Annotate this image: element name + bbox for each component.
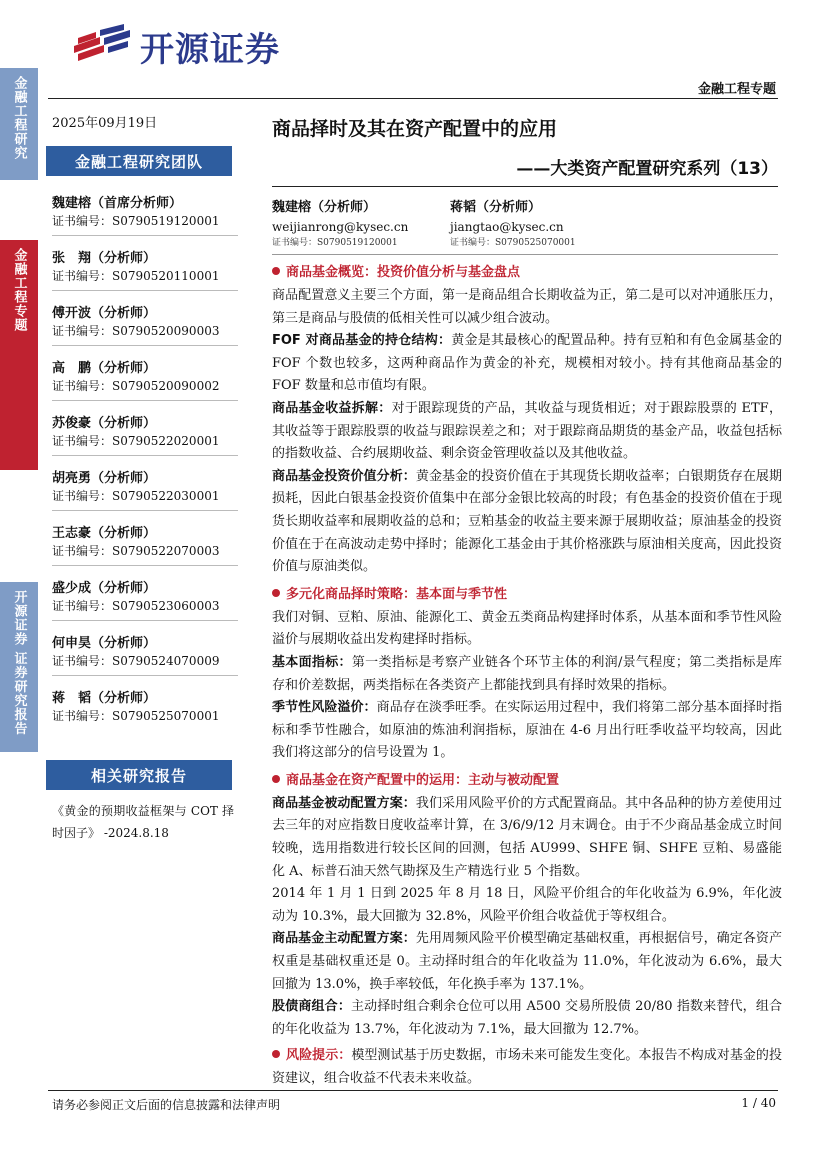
report-title: 商品择时及其在资产配置中的应用 [272,118,558,140]
paragraph: 季节性风险溢价：商品存在淡季旺季。在实际运用过程中，我们将第二部分基本面择时指标和季节性融合，如原油的炼油利润指标，原油在 4-6 月出行旺季收益平均较高，因此我们将这部分的信号设置为 1。 [272,700,782,761]
report-subtitle: ——大类资产配置研究系列（13） [516,159,778,179]
page-number: 1 / 40 [741,1096,776,1110]
authors-divider [272,186,778,187]
company-logo [74,20,280,72]
analyst-item: 蒋 韬（分析师） 证书编号：S0790525070001 [52,691,220,723]
paragraph: 我们对铜、豆粕、原油、能源化工、黄金五类商品构建择时体系，从基本面和季节性风险溢价与展期收益出发构建择时指标。 [272,609,782,648]
report-date: 2025年09月19日 [52,116,158,131]
paragraph: 商品基金被动配置方案：我们采用风险平价的方式配置商品。其中各品种的协方差使用过去三年的对应指数日度收益率计算，在 3/6/9/12 月末调仓。由于不少商品基金成立时间较晚，选用指数进行较长区间的回测，包括 AU999、SHFE 铜、SHFE 豆粕、易盛能化 A、标普石油天然气勘探及生产精选行业 5 个指数。 [272,795,782,879]
analyst-item: 张 翔（分析师） 证书编号：S0790520110001 [52,249,238,304]
footer-disclaimer: 请务必参阅正文后面的信息披露和法律声明 [52,1098,281,1112]
paragraph: 基本面指标：第一类指标是考察产业链各个环节主体的利润/景气程度；第二类指标是库存和价差数据，两类指标在各类资产上都能找到具有择时效果的指标。 [272,654,782,693]
paragraph: 商品基金主动配置方案：先用周频风险平价模型确定基础权重，再根据信号，确定各资产权重是基础权重还是 0。主动择时组合的年化收益为 11.0%，年化波动为 6.6%，最大回撤为 13.0%，换手率较低，年化换手率为 137.1%。 [272,931,782,992]
section-heading: 多元化商品择时策略：基本面与季节性 [272,583,782,607]
report-summary [272,260,782,1091]
series-tag: 金融工程专题 [697,82,776,97]
analyst-item: 盛少成（分析师） 证书编号：S0790523060003 [52,579,238,634]
analyst-item: 苏俊豪（分析师） 证书编号：S0790522020001 [52,414,238,469]
bullet-icon [272,267,280,275]
related-report-link[interactable]: 《黄金的预期收益框架与 COT 择时因子》 -2024.8.18 [52,804,234,840]
analyst-item: 王志豪（分析师） 证书编号：S0790522070003 [52,524,238,579]
paragraph: 商品基金投资价值分析：黄金基金的投资价值在于其现货长期收益率；白银期货存在展期损耗，因此白银基金投资价值集中在部分金银比较高的时段；有色基金的投资价值在于现货长期收益率和展期收益的总和；豆粕基金的收益主要来源于展期收益；原油基金的投资价值在于在高波动走势中择时；能源化工基金由于其价格涨跌与原油相关度高，因此投资价值与原油类似。 [272,468,782,575]
paragraph: 商品配置意义主要三个方面，第一是商品组合长期收益为正，第二是可以对冲通胀压力，第三是商品与股债的低相关性可以减少组合波动。 [272,288,782,326]
analyst-item: 胡亮勇（分析师） 证书编号：S0790522030001 [52,469,238,524]
paragraph: 2014 年 1 月 1 日到 2025 年 8 月 18 日，风险平价组合的年化收益为 6.9%，年化波动为 10.3%，最大回撤为 32.8%，风险平价组合收益优于等权组合。 [272,886,782,924]
sidebar-tab-special: 金融工程专题 [0,240,38,470]
sidebar-tab-research: 金融工程研究 [0,68,38,180]
section-heading: 商品基金概览：投资价值分析与基金盘点 [272,261,782,285]
sidebar-tab-company: 开源证券 证券研究报告 [0,582,38,752]
section-heading: 商品基金在资产配置中的运用：主动与被动配置 [272,769,782,793]
author-email[interactable]: jiangtao@kysec.cn [450,220,564,234]
analyst-item: 何申昊（分析师） 证书编号：S0790524070009 [52,634,238,689]
analyst-item: 高 鹏（分析师） 证书编号：S0790520090002 [52,359,238,414]
author-card: 蒋韬（分析师） jiangtao@kysec.cn 证书编号：S0790525070001 [450,200,576,248]
team-title: 金融工程研究团队 [46,146,232,176]
risk-warning: 风险提示：模型测试基于历史数据，市场未来可能发生变化。本报告不构成对基金的投资建议，组合收益不代表未来收益。 [272,1048,782,1086]
author-email[interactable]: weijianrong@kysec.cn [272,220,409,234]
authors-bottom-divider [272,254,778,255]
analyst-list [52,194,238,744]
paragraph: FOF 对商品基金的持仓结构：黄金是其最核心的配置品种。持有豆粕和有色金属基金的 FOF 个数也较多，这两种商品作为黄金的补充，规模相对较小。持有其他商品基金的 FOF 数量和总市值均有限。 [272,333,782,394]
header-divider [48,98,778,99]
paragraph: 股债商组合：主动择时组合剩余仓位可以用 A500 交易所股债 20/80 指数来替代，组合的年化收益为 13.7%，年化波动为 7.1%，最大回撤为 12.7%。 [272,999,782,1037]
analyst-item: 魏建榕（首席分析师） 证书编号：S0790519120001 [52,194,238,249]
bullet-icon [272,775,280,783]
bullet-icon [272,589,280,597]
logo-mark-icon [74,24,132,68]
paragraph: 商品基金收益拆解：对于跟踪现货的产品，其收益与现货相近；对于跟踪股票的 ETF，其收益等于跟踪股票的收益与跟踪误差之和；对于跟踪商品期货的基金产品，收益包括标的指数收益、合约展期收益、剩余资金管理收益以及其他收益。 [272,400,782,462]
logo-text: 开源证券 [140,29,280,70]
related-reports-title: 相关研究报告 [46,760,232,790]
bullet-icon [272,1050,280,1058]
footer-divider [48,1090,778,1091]
author-card: 魏建榕（分析师） weijianrong@kysec.cn 证书编号：S0790519120001 [272,200,409,248]
analyst-item: 傅开波（分析师） 证书编号：S0790520090003 [52,304,238,359]
